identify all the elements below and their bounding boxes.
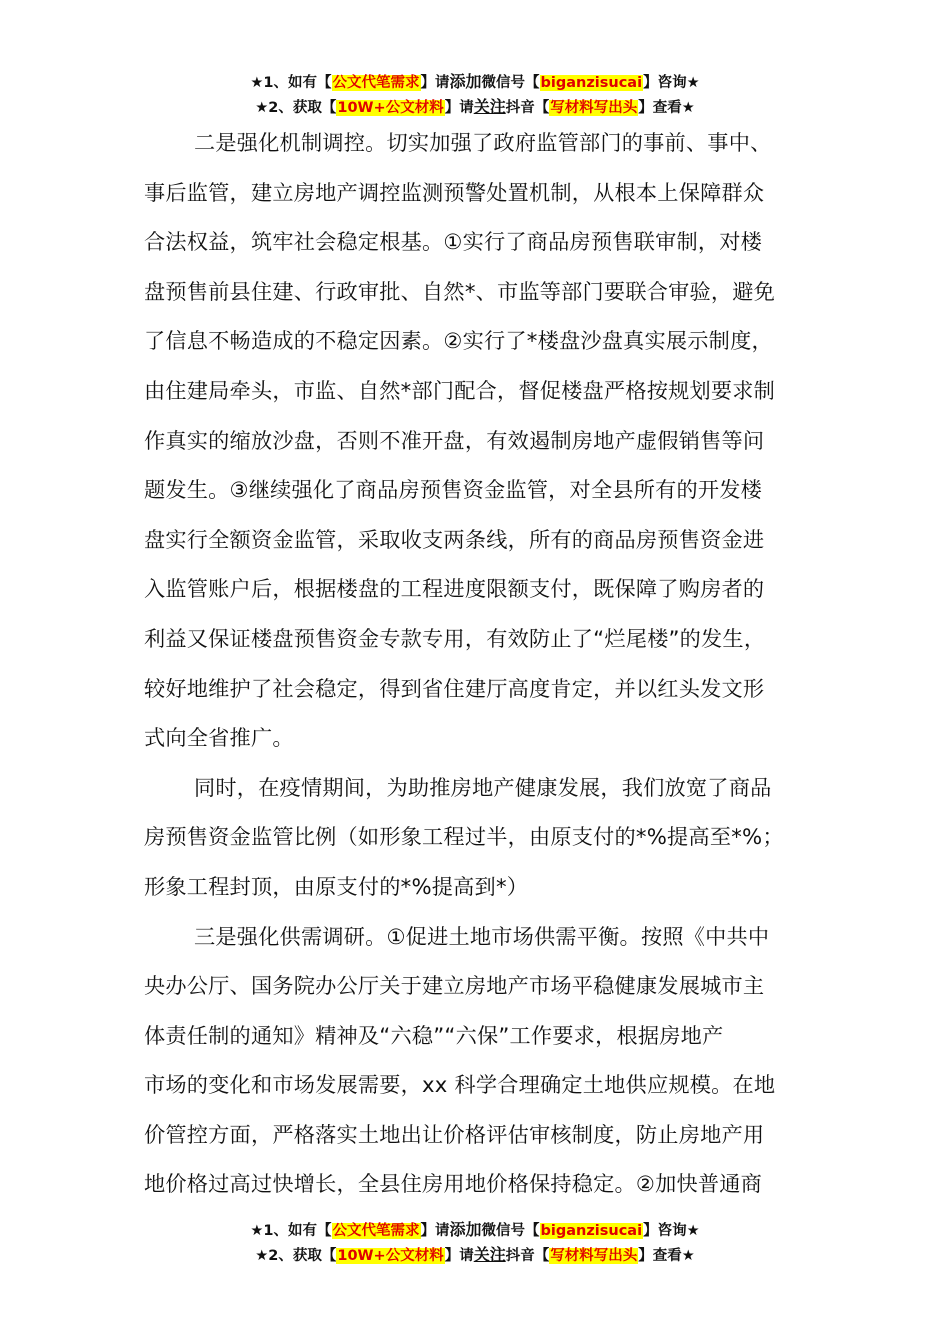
text-line: 题发生。③继续强化了商品房预售资金监管，对全县所有的开发楼	[144, 477, 763, 503]
text-line: 形象工程封顶，由原支付的*%提高到*）	[144, 873, 529, 899]
text-line: 式向全省推广。	[144, 725, 294, 751]
banner-text: 】咨询★	[643, 75, 700, 91]
banner-text: 】查看★	[638, 1248, 695, 1264]
text-line: 合法权益，筑牢社会稳定根基。①实行了商品房预售联审制，对楼	[144, 229, 763, 255]
highlight-wechat-id: biganzisucai	[540, 75, 643, 91]
banner-text: 抖音【	[505, 100, 550, 116]
banner-text: 】请	[420, 75, 450, 91]
text-line: 地价格过高过快增长，全县住房用地价格保持稳定。②加快普通商	[144, 1171, 763, 1197]
banner-text: ★1、如有【	[250, 75, 332, 91]
header-banner	[0, 70, 950, 120]
banner-emphasis: 添加	[449, 72, 482, 91]
paragraph-mechanism-control	[144, 118, 808, 763]
text-line: 了信息不畅造成的不稳定因素。②实行了*楼盘沙盘真实展示制度，	[144, 328, 773, 354]
text-line: 二是强化机制调控。切实加强了政府监管部门的事前、事中、	[194, 130, 772, 155]
text-line: 由住建局牵头，市监、自然*部门配合，督促楼盘严格按规划要求制	[144, 377, 776, 403]
banner-text: ★2、获取【	[255, 1248, 337, 1264]
banner-line-1	[0, 70, 950, 95]
text-line: 事后监管，建立房地产调控监测预警处置机制，从根本上保障群众	[144, 179, 765, 205]
paragraph-pandemic-measures	[144, 763, 808, 912]
banner-text: 】请	[444, 1248, 474, 1264]
highlight-wechat-id: biganzisucai	[540, 1223, 643, 1239]
highlight-materials: 10W+公文材料	[337, 100, 444, 116]
banner-line-2	[0, 1243, 950, 1268]
banner-emphasis: 添加	[449, 1220, 482, 1239]
paragraph-supply-demand-research	[144, 912, 808, 1210]
text-line: 三是强化供需调研。①促进土地市场供需平衡。按照《中共中	[194, 923, 770, 949]
highlight-douyin-account: 写材料写出头	[550, 100, 638, 116]
text-line: 房预售资金监管比例（如形象工程过半，由原支付的*%提高至*%；	[144, 824, 784, 850]
banner-text: ★1、如有【	[250, 1223, 332, 1239]
highlight-materials: 10W+公文材料	[337, 1248, 444, 1264]
banner-text: 】请	[444, 100, 474, 116]
footer-banner	[0, 1218, 950, 1268]
text-line: 盘实行全额资金监管，采取收支两条线，所有的商品房预售资金进	[144, 526, 765, 552]
text-line: 较好地维护了社会稳定，得到省住建厅高度肯定，并以红头发文形	[144, 675, 765, 701]
text-line: 利益又保证楼盘预售资金专款专用，有效防止了“烂尾楼”的发生，	[144, 625, 766, 651]
banner-text: 抖音【	[505, 1248, 550, 1264]
banner-text: ★2、获取【	[255, 100, 337, 116]
banner-underlined-follow: 关注	[473, 1245, 506, 1264]
text-line: 作真实的缩放沙盘，否则不准开盘，有效遏制房地产虚假销售等问	[144, 427, 765, 453]
banner-text: 微信号【	[481, 1223, 540, 1239]
text-line: 体责任制的通知》精神及“六稳”“六保”工作要求，根据房地产	[144, 1022, 724, 1048]
text-line: 同时，在疫情期间，为助推房地产健康发展，我们放宽了商品	[194, 774, 772, 800]
highlight-service: 公文代笔需求	[332, 75, 420, 91]
document-body	[144, 118, 808, 1209]
text-line: 价管控方面，严格落实土地出让价格评估审核制度，防止房地产用	[144, 1121, 765, 1147]
highlight-service: 公文代笔需求	[332, 1223, 420, 1239]
banner-text: 】请	[420, 1223, 450, 1239]
banner-text: 微信号【	[481, 75, 540, 91]
banner-text: 】咨询★	[643, 1223, 700, 1239]
banner-text: 】查看★	[638, 100, 695, 116]
banner-line-1	[0, 1218, 950, 1243]
banner-underlined-follow: 关注	[473, 97, 506, 116]
highlight-douyin-account: 写材料写出头	[550, 1248, 638, 1264]
text-line: 市场的变化和市场发展需要，xx 科学合理确定土地供应规模。在地	[144, 1072, 776, 1098]
text-line: 盘预售前县住建、行政审批、自然*、市监等部门要联合审验，避免	[144, 278, 776, 304]
text-line: 央办公厅、国务院办公厅关于建立房地产市场平稳健康发展城市主	[144, 973, 765, 999]
text-line: 入监管账户后，根据楼盘的工程进度限额支付，既保障了购房者的	[144, 576, 765, 602]
banner-line-2	[0, 95, 950, 120]
